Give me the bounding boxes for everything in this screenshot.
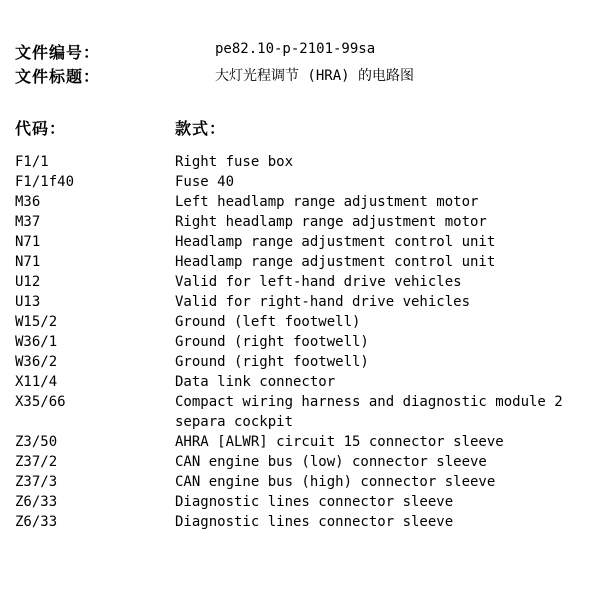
code-cell: U13 bbox=[15, 294, 41, 310]
table-row bbox=[15, 292, 600, 312]
description-cell: Diagnostic lines connector sleeve bbox=[175, 494, 454, 510]
table-row bbox=[15, 272, 600, 292]
table-row bbox=[15, 472, 600, 492]
description-cell: Ground (right footwell) bbox=[175, 334, 369, 350]
table-row bbox=[15, 492, 600, 512]
file-number-label: 文件编号： bbox=[15, 43, 101, 62]
description-cell: Fuse 40 bbox=[175, 174, 235, 190]
code-cell: W15/2 bbox=[15, 314, 58, 330]
code-cell: F1/1 bbox=[15, 154, 49, 170]
code-cell: X35/66 bbox=[15, 394, 66, 410]
table-row bbox=[15, 312, 600, 332]
description-cell: Valid for left-hand drive vehicles bbox=[175, 274, 462, 290]
code-cell: M36 bbox=[15, 194, 41, 210]
table-row bbox=[15, 332, 600, 352]
table-row bbox=[15, 452, 600, 472]
description-cell: Compact wiring harness and diagnostic module 2 separa cockpit bbox=[175, 394, 563, 430]
code-cell: Z37/3 bbox=[15, 474, 58, 490]
description-cell: Data link connector bbox=[175, 374, 336, 390]
code-cell: Z37/2 bbox=[15, 454, 58, 470]
table-row bbox=[15, 512, 600, 532]
table-row bbox=[15, 432, 600, 452]
description-cell: AHRA [ALWR] circuit 15 connector sleeve bbox=[175, 434, 504, 450]
description-cell: Valid for right-hand drive vehicles bbox=[175, 294, 471, 310]
code-cell: F1/1f40 bbox=[15, 174, 75, 190]
table-row bbox=[15, 232, 600, 252]
code-cell: N71 bbox=[15, 234, 41, 250]
code-cell: Z6/33 bbox=[15, 514, 58, 530]
file-number-value: pe82.10-p-2101-99sa bbox=[215, 41, 376, 57]
codes-table bbox=[15, 152, 600, 532]
description-cell: Ground (right footwell) bbox=[175, 354, 369, 370]
table-row bbox=[15, 192, 600, 212]
table-row bbox=[15, 252, 600, 272]
table-row bbox=[15, 212, 600, 232]
code-cell: M37 bbox=[15, 214, 41, 230]
table-row bbox=[15, 392, 600, 432]
description-cell: Diagnostic lines connector sleeve bbox=[175, 514, 454, 530]
description-cell: Right fuse box bbox=[175, 154, 294, 170]
description-cell: CAN engine bus (high) connector sleeve bbox=[175, 474, 496, 490]
file-title-value: 大灯光程调节 (HRA) 的电路图 bbox=[215, 68, 415, 84]
code-cell: U12 bbox=[15, 274, 41, 290]
code-cell: W36/1 bbox=[15, 334, 58, 350]
description-cell: Headlamp range adjustment control unit bbox=[175, 254, 496, 270]
code-cell: W36/2 bbox=[15, 354, 58, 370]
table-row bbox=[15, 372, 600, 392]
description-cell: Headlamp range adjustment control unit bbox=[175, 234, 496, 250]
table-row bbox=[15, 172, 600, 192]
file-title-label: 文件标题： bbox=[15, 67, 101, 86]
code-cell: Z3/50 bbox=[15, 434, 58, 450]
code-cell: N71 bbox=[15, 254, 41, 270]
code-column-header: 代码： bbox=[15, 119, 67, 138]
table-row bbox=[15, 152, 600, 172]
code-cell: X11/4 bbox=[15, 374, 58, 390]
description-cell: Right headlamp range adjustment motor bbox=[175, 214, 487, 230]
description-cell: Left headlamp range adjustment motor bbox=[175, 194, 479, 210]
description-cell: CAN engine bus (low) connector sleeve bbox=[175, 454, 487, 470]
code-cell: Z6/33 bbox=[15, 494, 58, 510]
table-row bbox=[15, 352, 600, 372]
description-column-header: 款式： bbox=[175, 119, 227, 138]
description-cell: Ground (left footwell) bbox=[175, 314, 361, 330]
